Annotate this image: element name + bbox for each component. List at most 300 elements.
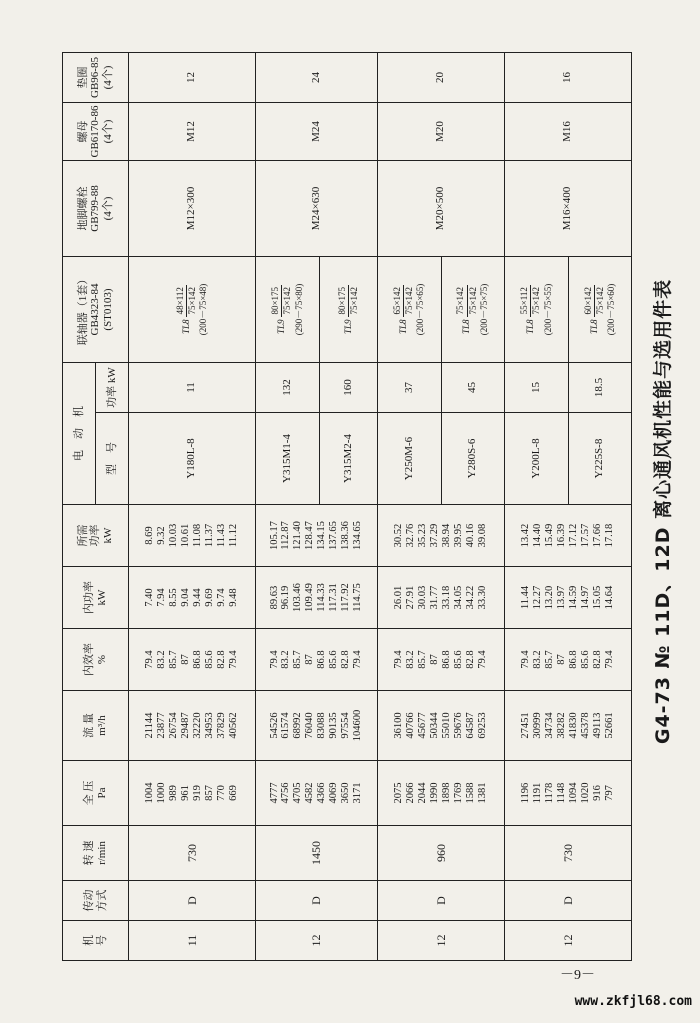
cell-text: 24 — [309, 72, 322, 83]
coupling-numerator: 55×112 — [519, 285, 531, 317]
cell-value: 9.48 — [227, 588, 239, 607]
coupling-note: (290－75×80) — [293, 283, 304, 336]
header-motor — [63, 363, 96, 505]
cell-value: 37829 — [215, 712, 227, 739]
coupling-spec — [392, 257, 416, 362]
cell-value: 14.40 — [532, 523, 544, 548]
cell-coupling — [256, 257, 320, 363]
cell-text: D — [560, 896, 575, 905]
cell-value: 85.7 — [168, 650, 180, 669]
cell-value: 1381 — [476, 782, 488, 804]
cell-value: 15.05 — [591, 585, 603, 610]
cell-value: 138.36 — [340, 521, 352, 550]
cell-text: 132 — [280, 379, 293, 396]
cell-drive — [504, 881, 631, 921]
cell-req-power-list — [504, 505, 631, 567]
cell-washer — [256, 53, 378, 103]
cell-value: 86.8 — [316, 650, 328, 669]
header-line: 地脚螺栓 — [76, 186, 89, 231]
cell-value: 1196 — [520, 782, 532, 804]
fan-performance-table — [62, 52, 632, 961]
cell-value: 79.4 — [352, 650, 364, 669]
cell-value: 61574 — [280, 712, 292, 739]
cell-text: Y200L-8 — [529, 438, 542, 479]
cell-value: 121.40 — [292, 521, 304, 550]
cell-motor-type — [568, 413, 631, 505]
cell-value: 41830 — [567, 712, 579, 739]
cell-value: 32.76 — [404, 523, 416, 548]
cell-nut — [256, 103, 378, 161]
cell-value: 82.8 — [215, 650, 227, 669]
cell-value: 134.15 — [316, 521, 328, 550]
header-line: 内功率 — [82, 581, 95, 614]
cell-pressure-list — [256, 761, 378, 826]
cell-efficiency-list — [504, 629, 631, 691]
cell-value: 64587 — [464, 712, 476, 739]
cell-value: 7.94 — [156, 588, 168, 607]
cell-text: Y250M-6 — [402, 436, 415, 481]
header-model — [63, 921, 129, 961]
cell-text: 12 — [560, 934, 575, 947]
cell-motor-type — [256, 413, 320, 505]
cell-flow-list — [377, 691, 504, 761]
cell-value: 26754 — [168, 712, 180, 739]
coupling-spec — [583, 257, 607, 362]
cell-value: 11.44 — [520, 585, 532, 610]
header-line: kW — [95, 589, 108, 606]
coupling-fraction — [583, 285, 607, 317]
cell-text: M20 — [434, 121, 447, 142]
cell-value: 989 — [168, 785, 180, 801]
cell-value: 14.97 — [579, 585, 591, 610]
cell-value: 79.4 — [227, 650, 239, 669]
coupling-spec — [455, 257, 479, 362]
cell-efficiency-list — [129, 629, 256, 691]
cell-value: 85.6 — [452, 650, 464, 669]
header-line: 号 — [95, 935, 108, 946]
cell-value: 59676 — [452, 712, 464, 739]
cell-value: 2075 — [392, 782, 404, 804]
cell-value: 87 — [555, 654, 567, 665]
header-line: 全 压 — [82, 780, 95, 806]
cell-value: 11.37 — [203, 523, 215, 548]
header-line: GB4323-84 — [89, 283, 102, 336]
cell-value: 9.74 — [215, 588, 227, 607]
cell-value: 1588 — [464, 782, 476, 804]
cell-coupling — [377, 257, 441, 363]
cell-text: 15 — [529, 382, 542, 393]
cell-value: 85.7 — [544, 650, 555, 669]
table-header-row — [63, 53, 96, 961]
header-drive — [63, 881, 129, 921]
cell-value: 79.4 — [603, 650, 615, 669]
cell-value: 90135 — [328, 712, 340, 739]
cell-value: 14.59 — [567, 585, 579, 610]
cell-motor-type — [504, 413, 568, 505]
cell-value: 1769 — [452, 782, 464, 804]
cell-value: 79.4 — [476, 650, 488, 669]
cell-value: 34.22 — [464, 585, 476, 610]
cell-value: 29487 — [180, 712, 192, 739]
header-line: r/min — [95, 841, 108, 865]
header-line: % — [95, 654, 108, 665]
cell-value: 919 — [192, 785, 203, 801]
page-title: G4-73 № 11D、12D 离心通风机性能与选用件表 — [652, 278, 674, 745]
cell-value: 4069 — [328, 782, 340, 804]
cell-text: D — [184, 896, 199, 905]
cell-value: 32220 — [192, 712, 203, 739]
coupling-spec — [175, 257, 199, 362]
cell-value: 109.49 — [304, 583, 316, 612]
header-bolt — [63, 161, 129, 257]
cell-efficiency-list — [377, 629, 504, 691]
cell-value: 916 — [591, 785, 603, 801]
cell-value: 17.66 — [591, 523, 603, 548]
cell-value: 79.4 — [144, 650, 156, 669]
cell-model — [129, 921, 256, 961]
cell-coupling — [441, 257, 504, 363]
cell-pressure-list — [504, 761, 631, 826]
cell-value: 85.7 — [292, 650, 304, 669]
cell-value: 10.61 — [180, 523, 192, 548]
coupling-denominator: 75×142 — [282, 286, 293, 315]
coupling-spec — [337, 257, 361, 362]
cell-value: 17.12 — [567, 523, 579, 548]
cell-drive — [129, 881, 256, 921]
coupling-numerator: 80×175 — [270, 285, 282, 317]
cell-value: 34.05 — [452, 585, 464, 610]
cell-value: 2044 — [416, 782, 428, 804]
coupling-denominator: 75×142 — [467, 286, 478, 315]
cell-value: 15.49 — [544, 523, 555, 548]
cell-text: 11 — [184, 934, 199, 947]
cell-value: 4366 — [316, 782, 328, 804]
cell-washer — [377, 53, 504, 103]
cell-value: 112.87 — [280, 521, 292, 550]
cell-motor-power — [320, 363, 378, 413]
coupling-type: TL8 — [525, 319, 536, 335]
cell-value: 85.6 — [203, 650, 215, 669]
cell-text: M24×630 — [309, 186, 322, 231]
cell-value: 770 — [215, 785, 227, 801]
header-line: 型 号 — [105, 442, 118, 475]
coupling-type: TL8 — [180, 319, 191, 335]
cell-model — [504, 921, 631, 961]
cell-value: 105.17 — [268, 521, 280, 550]
coupling-numerator: 65×142 — [392, 285, 404, 317]
cell-value: 1148 — [555, 782, 567, 804]
cell-value: 3650 — [340, 782, 352, 804]
cell-text: 16 — [561, 72, 574, 83]
cell-inner-power-list — [129, 567, 256, 629]
cell-flow-list — [129, 691, 256, 761]
cell-text: 12 — [185, 72, 198, 83]
coupling-note: (200－75×48) — [198, 283, 209, 336]
cell-motor-power — [377, 363, 441, 413]
cell-motor-type — [129, 413, 256, 505]
coupling-type: TL8 — [461, 319, 472, 335]
coupling-note: (200－75×55) — [542, 283, 553, 336]
cell-value: 83.2 — [156, 650, 168, 669]
cell-text: M20×500 — [434, 186, 447, 231]
header-line: 功率 — [89, 524, 102, 547]
cell-value: 9.69 — [203, 588, 215, 607]
cell-coupling — [129, 257, 256, 363]
header-line: 方式 — [95, 889, 108, 912]
cell-text: M12 — [185, 121, 198, 142]
coupling-denominator: 75×142 — [348, 286, 359, 315]
cell-value: 52661 — [603, 712, 615, 739]
cell-value: 38.94 — [440, 523, 452, 548]
cell-value: 11.08 — [192, 523, 203, 548]
cell-value: 30999 — [532, 712, 544, 739]
header-req-power — [63, 505, 129, 567]
cell-text: 45 — [466, 382, 479, 393]
coupling-type: TL8 — [398, 319, 409, 335]
cell-value: 40766 — [404, 712, 416, 739]
cell-value: 17.18 — [603, 523, 615, 548]
coupling-denominator: 75×142 — [186, 286, 197, 315]
cell-motor-power — [504, 363, 568, 413]
cell-value: 27.91 — [404, 585, 416, 610]
cell-bolt — [504, 161, 631, 257]
cell-coupling — [568, 257, 631, 363]
coupling-numerator: 48×112 — [175, 285, 187, 317]
cell-text: 12 — [309, 934, 324, 947]
cell-value: 82.8 — [591, 650, 603, 669]
cell-value: 38282 — [555, 712, 567, 739]
cell-value: 37.29 — [428, 523, 440, 548]
cell-value: 7.40 — [144, 588, 156, 607]
coupling-fraction — [392, 285, 416, 317]
cell-value: 87 — [428, 654, 440, 665]
cell-value: 1898 — [440, 782, 452, 804]
cell-value: 31.77 — [428, 585, 440, 610]
cell-value: 82.8 — [340, 650, 352, 669]
header-flow — [63, 691, 129, 761]
header-line: GB799-88 — [89, 185, 102, 232]
cell-text: 960 — [433, 844, 448, 862]
header-line: Pa — [95, 787, 108, 799]
header-inner-power — [63, 567, 129, 629]
coupling-note: (200－75×65) — [415, 283, 426, 336]
cell-nut — [377, 103, 504, 161]
header-line: (ST0103) — [101, 288, 114, 331]
cell-motor-power — [441, 363, 504, 413]
coupling-fraction — [337, 285, 361, 317]
cell-text: M12×300 — [185, 186, 198, 231]
cell-value: 961 — [180, 785, 192, 801]
cell-text: D — [309, 896, 324, 905]
cell-value: 9.32 — [156, 526, 168, 545]
cell-motor-power — [568, 363, 631, 413]
cell-text: M16 — [561, 121, 574, 142]
header-line: 功率 kW — [105, 367, 118, 408]
cell-value: 39.95 — [452, 523, 464, 548]
cell-nut — [504, 103, 631, 161]
cell-drive — [377, 881, 504, 921]
cell-value: 2066 — [404, 782, 416, 804]
coupling-numerator: 80×175 — [337, 285, 349, 317]
cell-value: 1020 — [579, 782, 591, 804]
header-line: 转 速 — [82, 840, 95, 866]
cell-inner-power-list — [256, 567, 378, 629]
cell-value: 10.03 — [168, 523, 180, 548]
header-line: 联轴器（1套） — [76, 273, 89, 346]
cell-value: 17.57 — [579, 523, 591, 548]
cell-speed — [256, 826, 378, 881]
cell-inner-power-list — [377, 567, 504, 629]
cell-inner-power-list — [504, 567, 631, 629]
table-row — [256, 53, 320, 961]
header-line: kW — [101, 527, 114, 544]
cell-bolt — [129, 161, 256, 257]
cell-motor-type — [377, 413, 441, 505]
coupling-denominator: 75×142 — [531, 286, 542, 315]
cell-pressure-list — [129, 761, 256, 826]
cell-value: 23877 — [156, 712, 168, 739]
header-line: 电 动 机 — [72, 406, 85, 461]
cell-value: 82.8 — [464, 650, 476, 669]
cell-value: 11.43 — [215, 523, 227, 548]
cell-value: 83.2 — [532, 650, 544, 669]
cell-value: 1990 — [428, 782, 440, 804]
cell-value: 114.33 — [316, 583, 328, 612]
cell-text: D — [433, 896, 448, 905]
cell-value: 30.03 — [416, 585, 428, 610]
cell-model — [256, 921, 378, 961]
coupling-type: TL8 — [588, 319, 599, 335]
cell-value: 30.52 — [392, 523, 404, 548]
cell-value: 1004 — [144, 782, 156, 804]
cell-value: 86.8 — [567, 650, 579, 669]
cell-value: 26.01 — [392, 585, 404, 610]
cell-motor-power — [129, 363, 256, 413]
cell-text: Y315M1-4 — [280, 434, 293, 483]
cell-value: 11.12 — [227, 523, 239, 548]
cell-value: 13.20 — [544, 585, 555, 610]
cell-value: 89.63 — [268, 585, 280, 610]
cell-value: 16.39 — [555, 523, 567, 548]
cell-value: 33.18 — [440, 585, 452, 610]
cell-value: 21144 — [144, 712, 156, 739]
header-line: (4个) — [101, 196, 114, 221]
coupling-numerator: 60×142 — [583, 285, 595, 317]
header-line: GB96-85 — [89, 57, 102, 98]
cell-value: 12.27 — [532, 585, 544, 610]
header-line: 流 量 — [82, 713, 95, 738]
coupling-type: TL9 — [342, 319, 353, 335]
header-washer — [63, 53, 129, 103]
cell-value: 1191 — [532, 782, 544, 804]
cell-value: 1178 — [544, 782, 555, 804]
cell-value: 97554 — [340, 712, 352, 739]
cell-value: 103.46 — [292, 583, 304, 612]
coupling-numerator: 75×142 — [455, 285, 467, 317]
cell-value: 4582 — [304, 782, 316, 804]
cell-value: 86.8 — [192, 650, 203, 669]
header-pressure — [63, 761, 129, 826]
cell-value: 40.16 — [464, 523, 476, 548]
header-line: (4个) — [101, 65, 114, 90]
cell-washer — [504, 53, 631, 103]
coupling-note: (200－75×60) — [606, 283, 617, 336]
cell-text: 37 — [402, 382, 415, 393]
header-line: GB6170-86 — [89, 105, 102, 158]
cell-value: 79.4 — [392, 650, 404, 669]
cell-model — [377, 921, 504, 961]
header-line: 垫圈 — [76, 66, 89, 89]
cell-coupling — [504, 257, 568, 363]
header-line: 机 — [82, 935, 95, 946]
cell-coupling — [320, 257, 378, 363]
table-row — [129, 53, 256, 961]
cell-text: M16×400 — [561, 186, 574, 231]
cell-value: 1000 — [156, 782, 168, 804]
cell-value: 9.44 — [192, 588, 203, 607]
coupling-spec — [270, 257, 294, 362]
header-speed — [63, 826, 129, 881]
cell-motor-type — [320, 413, 378, 505]
cell-text: 730 — [184, 844, 199, 862]
cell-value: 85.6 — [579, 650, 591, 669]
cell-value: 79.4 — [520, 650, 532, 669]
watermark-url: www.zkfjl68.com — [574, 994, 692, 1009]
cell-value: 96.19 — [280, 585, 292, 610]
cell-value: 45378 — [579, 712, 591, 739]
cell-value: 39.08 — [476, 523, 488, 548]
cell-value: 1094 — [567, 782, 579, 804]
coupling-fraction — [270, 285, 294, 317]
cell-value: 87 — [180, 654, 192, 665]
cell-value: 114.75 — [352, 583, 364, 612]
cell-motor-type — [441, 413, 504, 505]
coupling-denominator: 75×142 — [594, 286, 605, 315]
cell-value: 49113 — [591, 712, 603, 739]
cell-value: 4777 — [268, 782, 280, 804]
cell-text: Y280S-6 — [466, 438, 479, 479]
cell-value: 35.23 — [416, 523, 428, 548]
coupling-type: TL9 — [276, 319, 287, 335]
table-row — [377, 53, 441, 961]
coupling-fraction — [519, 285, 543, 317]
cell-speed — [504, 826, 631, 881]
cell-value: 669 — [227, 785, 239, 801]
header-line: m³/h — [95, 715, 108, 736]
coupling-spec — [519, 257, 543, 362]
cell-speed — [377, 826, 504, 881]
cell-text: M24 — [309, 121, 322, 142]
header-line: (4个) — [101, 119, 114, 144]
cell-efficiency-list — [256, 629, 378, 691]
header-motor-power — [96, 363, 129, 413]
header-coupling — [63, 257, 129, 363]
cell-text: 1450 — [309, 841, 324, 865]
cell-value: 69253 — [476, 712, 488, 739]
cell-value: 86.8 — [440, 650, 452, 669]
cell-value: 13.42 — [520, 523, 532, 548]
cell-text: Y180L-8 — [185, 438, 198, 479]
cell-text: 11 — [185, 382, 198, 393]
cell-value: 76040 — [304, 712, 316, 739]
cell-text: Y225S-8 — [593, 438, 606, 479]
cell-value: 4756 — [280, 782, 292, 804]
cell-value: 104600 — [352, 709, 364, 742]
header-line: 内效率 — [82, 643, 95, 676]
header-line: 所需 — [76, 524, 89, 547]
cell-value: 40562 — [227, 712, 239, 739]
cell-value: 797 — [603, 785, 615, 801]
